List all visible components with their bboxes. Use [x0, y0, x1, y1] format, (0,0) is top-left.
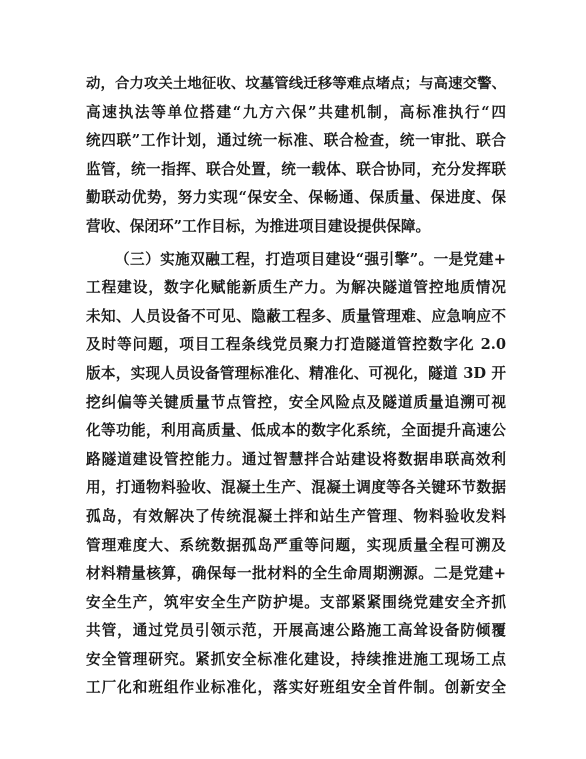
text-line: 统四联”工作计划，通过统一标准、联合检查，统一审批、联合 [86, 132, 506, 150]
text-line: 挖纠偏等关键质量节点管控，安全风险点及隧道质量追溯可视 [86, 393, 506, 411]
document-body [86, 70, 506, 703]
text-line: 动，合力攻关土地征收、坟墓管线迁移等难点堵点；与高速交警、 [86, 75, 506, 92]
text-line: （三）实施双融工程，打造项目建设“强引擎”。一是党建+ [115, 250, 506, 268]
text-line: 工厂化和班组作业标准化，落实好班组安全首件制。创新安全 [86, 679, 506, 697]
text-line: 工程建设，数字化赋能新质生产力。为解决隧道管控地质情况 [86, 279, 506, 297]
text-line: 安全管理研究。紧抓安全标准化建设，持续推进施工现场工点 [86, 650, 506, 668]
paragraph-1 [86, 70, 506, 242]
text-line: 路隧道建设管控能力。通过智慧拌合站建设将数据串联高效利 [86, 450, 506, 468]
text-line: 监管，统一指挥、联合处置，统一载体、联合协同，充分发挥联 [86, 160, 506, 178]
text-line: 安全生产，筑牢安全生产防护堤。支部紧紧围绕党建安全齐抓 [86, 593, 506, 611]
text-line: 材料精量核算，确保每一批材料的全生命周期溯源。二是党建+ [86, 565, 506, 583]
text-line: 管理难度大、系统数据孤岛严重等问题，实现质量全程可溯及 [86, 536, 506, 554]
text-line: 营收、保闭环”工作目标，为推进项目建设提供保障。 [86, 217, 431, 235]
paragraph-2 [86, 246, 506, 704]
text-line: 孤岛，有效解决了传统混凝土拌和站生产管理、物料验收发料 [86, 507, 506, 525]
text-line: 勤联动优势，努力实现“保安全、保畅通、保质量、保进度、保 [86, 189, 506, 207]
text-line: 用，打通物料验收、混凝土生产、混凝土调度等各关键环节数据 [86, 479, 506, 497]
text-line: 未知、人员设备不可见、隐蔽工程多、质量管理难、应急响应不 [86, 307, 506, 325]
text-line: 共管，通过党员引领示范，开展高速公路施工高耸设备防倾覆 [86, 622, 506, 640]
text-line: 高速执法等单位搭建“九方六保”共建机制，高标准执行“四 [86, 103, 506, 121]
text-line: 化等功能，利用高质量、低成本的数字化系统，全面提升高速公 [86, 422, 506, 440]
text-line: 及时等问题，项目工程条线党员聚力打造隧道管控数字化 2.0 [86, 336, 506, 354]
text-line: 版本，实现人员设备管理标准化、精准化、可视化，隧道 3D 开 [86, 364, 506, 382]
